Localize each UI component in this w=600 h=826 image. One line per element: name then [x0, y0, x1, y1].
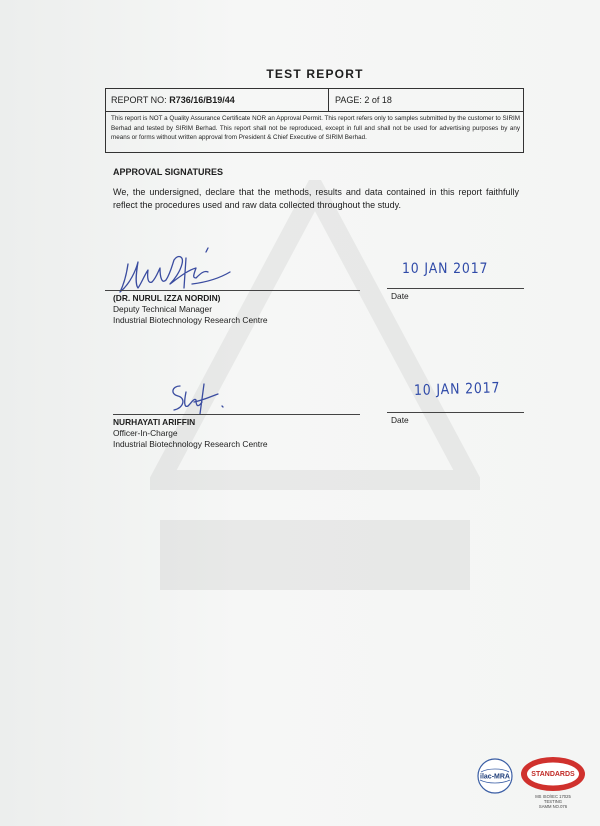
- signatory-1-position: Deputy Technical Manager: [113, 304, 213, 314]
- date-line-2: [387, 412, 524, 413]
- ilac-mra-logo: [476, 757, 514, 795]
- date-label-1: Date: [391, 291, 409, 301]
- signatory-2-department: Industrial Biotechnology Research Centre: [113, 439, 268, 449]
- standards-caption-line-1: MS ISO/IEC 17025: [535, 794, 571, 799]
- signature-line-1: [105, 290, 360, 291]
- standards-caption-line-3: SAMM NO.076: [538, 804, 568, 809]
- date-line-1: [387, 288, 524, 289]
- standards-caption-line-2: TESTING: [543, 799, 563, 804]
- date-stamp-1: 10 JAN 2017: [402, 261, 489, 277]
- report-number-cell: [106, 89, 329, 111]
- standards-caption: [522, 794, 584, 809]
- disclaimer-text: This report is NOT a Quality Assurance Certificate NOR an Approval Permit. This report refers only to samples submitted by the customer to SIRIM Berhad and tested by SIRIM Berhad. This report shall not be reproduced, except in full and shall not be used for advertising purposes by any means or forms without written approval from President & Chief Executive of SIRIM Berhad.: [111, 115, 520, 142]
- page-info: PAGE: 2 of 18: [335, 95, 392, 105]
- report-title: TEST REPORT: [266, 67, 364, 81]
- section-title: APPROVAL SIGNATURES: [113, 167, 224, 177]
- report-number-label: REPORT NO:: [111, 95, 170, 105]
- header-row: [106, 89, 523, 112]
- signatory-1-department: Industrial Biotechnology Research Centre: [113, 315, 268, 325]
- signature-line-2: [113, 414, 360, 415]
- report-header-box: [105, 88, 524, 153]
- date-stamp-2: 10 JAN 2017: [413, 380, 501, 399]
- signature-2: [160, 380, 232, 418]
- ilac-mra-text: ilac-MRA: [480, 773, 510, 781]
- signatory-2-position: Officer-In-Charge: [113, 428, 178, 438]
- signatory-2-name: NURHAYATI ARIFFIN: [113, 417, 196, 427]
- declaration-text: We, the undersigned, declare that the methods, results and data contained in this report faithfully reflect the procedures used and raw data collected throughout the study.: [113, 187, 519, 210]
- date-label-2: Date: [391, 415, 409, 425]
- report-number-value: R736/16/B19/44: [169, 95, 235, 105]
- signatory-1-name: (DR. NURUL IZZA NORDIN): [113, 293, 221, 303]
- standards-text: STANDARDS: [531, 771, 575, 778]
- standards-malaysia-logo: [519, 754, 587, 794]
